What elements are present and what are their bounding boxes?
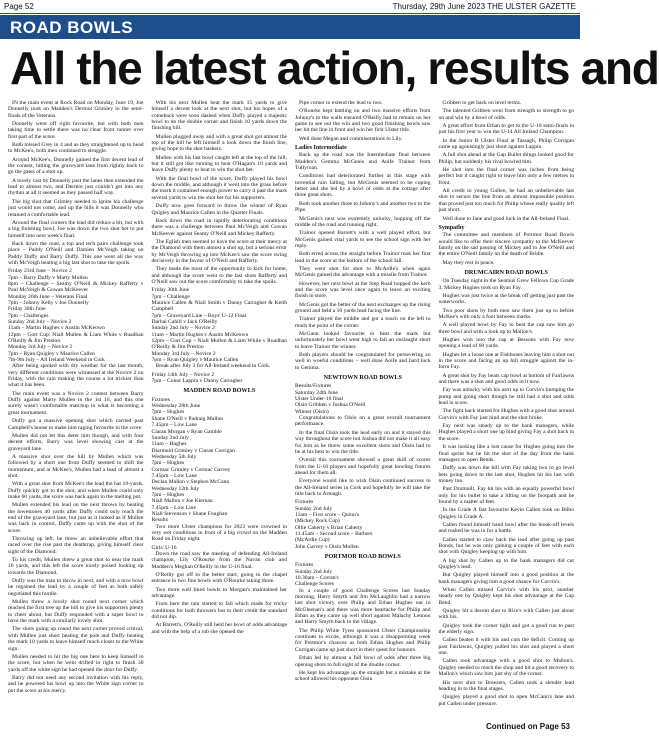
paragraph: A well played bowl by Fay to beat the cap saw him go three bowl and with a look up to Mallon's. <box>438 322 574 335</box>
paragraph: On Tuesday night in the Seamus Grew Fellows Cup Grade 3, Mickey Hughes took on Ryan Fay. <box>438 278 574 291</box>
paragraph: McGenis got the better of the next exchanges up the rising ground and held a 10 yards lead facing the line. <box>295 301 431 314</box>
paragraph: McGann looked favourite to beat the mark but unfortunately her bowl went high to fall an onslaught short to leave Trainor the winner. <box>295 331 431 350</box>
paragraph: Two poor shots by both men saw them just up to before McKee's with only a foot between marks. <box>438 307 574 320</box>
fixture-line: 7pm – Hughes <box>151 409 185 416</box>
article-body <box>8 100 574 720</box>
fixture-line: 7pm – Challenge <box>151 293 190 300</box>
fixture-line: Friday 30th June <box>8 306 46 313</box>
fixture-line: Fixtures <box>295 562 314 569</box>
paragraph: Fay next was steady up to the bank managers, while Hughes played a short one up hind giving Fay a shot back in the score. <box>438 423 574 442</box>
paragraph: But Quigley played himself into a good position at the bank managers giving him a good chance for Corvin's. <box>438 572 574 585</box>
fixture-line: Fixtures <box>151 396 170 403</box>
paragraph: A massive shot over the hill by Mullen which was followed by a short one from Duffy seemed to shift the momentum, and at McKee's, Mullen had a lead of almost a shot. <box>8 453 144 479</box>
paragraph: The Philip White Tyres sponsored Ulster Championship continues to excite, although it was a disappointing week for Portmor's chances as both Ethan Hughes and Philip Corrigan came up just short in their quest for honours. <box>295 627 431 653</box>
paragraph: Callen took advantage with a good shot to Mallon's. Quigley needed to reach the shop and hit a good recovery to Mallon's which saw him just shy of the corner. <box>438 658 574 678</box>
paragraph: A full shot ahead at the Gap Bullet things looked good for Philip, but suddenly his rival bowled him. <box>438 152 574 165</box>
paragraph: With a great shot from McKee's the lead the hat 10-yards, Duffy quickly got to the shot, and when Mullen could only make 60 yards, the score was back again in the melting pot. <box>8 481 144 500</box>
fixture-line: Darhai Cahill v Jack O'Reilly <box>151 319 218 325</box>
fixture-line: 7pm – Graveyard Line – Boys' U-12 Final <box>151 312 247 319</box>
paragraph: Back up the road was the Intermediate final between Madden's Gemma McGenis and Aoife Trainor from Tullyroan. <box>295 152 431 172</box>
paragraph: However, her next bowl at the Step Road hopped the kerb and the score was level once again to leave an exciting finish in store. <box>295 280 431 300</box>
fixture-line: Cormac Grimley v Cormac Garvey <box>151 466 231 473</box>
paragraph: Down the road saw the meeting of defending All-Ireland champion, Lily O'Rourke from the Navan club and Madden's Meghan O'Reilly in the U-16 final. <box>151 551 287 570</box>
paragraph: A lovely cast by Donnelly past the lanes then extended the lead to almost two, and Dermot just couldn't get into any rhythm at all it seemed as they passed half way. <box>8 177 144 197</box>
paragraph: From here the rain started to fall which made for tricky conditions for both throwers but to their credit the standard did not dip. <box>151 601 287 621</box>
paragraph: A great shot by Fay beats cap bowl at bottom of Fairlawns and there was a shot and good odds in it now. <box>438 372 574 386</box>
fixture-line: Niall Mallon v Joe Kiernan <box>151 498 213 505</box>
fixture-line: 7pm – Johnny Kelly v Joe Donnelly <box>8 299 89 306</box>
paragraph: Pipe corner to extend the lead to two. <box>299 100 383 106</box>
paragraph: His next shot to Breezers, Callen took a slender lead heading in to the final stages. <box>438 679 574 692</box>
fixture-line: 7pm – Hughes <box>151 491 185 498</box>
club-heading: MADDEN ROAD BOWLS <box>183 387 256 395</box>
paragraph: Callen beaten it with his and cuts the deficit. Coming up past Fairlawns, Quigley pulled his shot and played a short one. <box>438 637 574 657</box>
paragraph: The fight back started for Hughes with a good shot around Corvin's with Fay just hind and the shot broke. <box>438 408 574 421</box>
paragraph: Mullen plugged away and with a great shot got almost the top of the hill he left himself a look down the finish line, giving hope to the shot bashers. <box>151 133 287 153</box>
subheading: Ladies Intermediate <box>295 145 347 152</box>
paragraph: Quigley played a good shot to open McCann's lane and put Callen under pressure. <box>438 694 574 707</box>
fixture-line: Monday 26th June – Veterans Final <box>8 293 88 300</box>
paragraph: Back down the road in rapidly deteriorating conditions there was a challenge between Paul McVeigh and Gowan McKeever against Seamy O'Neill and Mickey Rafferty. <box>151 217 287 237</box>
club-heading: PORTMOR ROAD BOWLS <box>324 553 401 560</box>
fixture-line: Girls' U-16 <box>151 544 177 551</box>
fixture-line: 10.30am – Corran's <box>295 575 339 582</box>
fixture-line: Diarmuid Grimley v Ciaran Corrigan <box>151 447 235 454</box>
fixture-line: 12pm – Gort Cup – Niall Mullen & Liam White v Ruadhan O'Reilly & Jim Preston <box>151 338 287 351</box>
paragraph: Mullen did not let this deter him though, and with four decent efforts, Barry was level showing cast at the graveyard lane. <box>8 432 144 452</box>
fixture-line: 11am – Martin Hughes v Austin McKeown <box>8 325 105 332</box>
fixture-line: Winner (Oisin) <box>295 408 329 415</box>
paragraph: Hughes won into the cap at Bessons with Fay now opening a lead of 60 yards. <box>438 337 574 350</box>
fixture-line: Wednesday 5th July <box>151 453 197 460</box>
paragraph: O'Rourke kept battling on and two massive efforts from Johnny's to the walls ensured O'Reilly had to remain on her game to see out the win and two good finishing bowls saw her hit the line in front and win her first Ulster title. <box>295 108 431 134</box>
paragraph: With his next Mullen beat the mark 15 yards to give himself a decent look at the next shot, but his hopes of a comeback were soon dashed when Duffy played a majestic bowl to do the double corner and finish 10 yards down the finishing hill. <box>151 100 287 132</box>
fixture-line: 7pm – Barry Duffy v Marty Mullen <box>8 274 88 281</box>
fixture-line: Friday 23rd June – Novice 2 <box>8 268 72 275</box>
paragraph: McGenis's next was extremely unlucky, hopping off the middle of the road and running right. <box>295 215 431 228</box>
paragraph: O'Reilly got off to the better start, going to the chapel entrance in two fine bowls with O'Rourke taking three. <box>151 572 287 585</box>
paragraph: Congratulations to Oisin on a great overall tournament performance. <box>295 415 431 428</box>
paragraph: Both erred across the straight before Trainor took her first lead in the score at the bottom of the school fall. <box>295 251 431 264</box>
fixture-line: Sunday 2nd July – Novice 2 <box>151 325 215 332</box>
paragraph: They made the most of the opportunity to kick for home, and although the score went to the last shots Rafferty and O'Neill saw out the score comfortably to take the spoils. <box>151 266 287 285</box>
paragraph: IN the main event at Rock Road on Monday, June 19, Joe Donnelly took on Madden's Dermot Grimley in the semi-finals of the Veterans. <box>8 100 144 119</box>
fixture-line: Wednesday 28th June <box>151 403 201 410</box>
paragraph: Mullen needed to hit the big one here to keep himself in the score, but when he went drifted in right to finish 30 yards off the white sign he had opened the door for Duffy. <box>8 653 144 673</box>
fixture-line: 11am – Martin Hughes v Austin McKeown <box>151 331 249 338</box>
paragraph: When Callen missed Corvin's with his next, another steady one by Quigley kept his shot advantage at the Gap Bend. <box>438 587 574 606</box>
fixture-line: (McArdle Cup) <box>295 537 330 544</box>
paragraph: Everyone would like to wish Oisin continued success in the All-Ireland series in Cork and hopefully he will take the title back to Armagh. <box>295 478 431 497</box>
paragraph: They went shot for shot to McArdle's when again McGenis gained the advantage with a missile from Trainor. <box>295 265 431 279</box>
paragraph: Break after July 3 for All-Ireland weekend in Cork. <box>155 363 271 370</box>
paragraph: In a couple of good Challenge Scores last Sunday morning, Harry Smyth and Jim McLaughlin had a narrow last shot victory over Philip and Ethan Hughes out to McGleenan's and there was more heartache for Philip and Ethan as they came up well short against Malachy Lennon and Harry Smyth back to the village. <box>295 587 431 626</box>
fixture-line: (Mickey Rock Cup) <box>295 518 340 525</box>
article-column <box>295 100 431 720</box>
fixture-line: Ulster Under-16 final <box>295 396 344 403</box>
paragraph: Duffy now goes forward to throw the winner of Ryan Quigley and Maurice Callen in the Quarter Finals. <box>151 203 287 216</box>
fixture-line: Friday 14th July – Novice 2 <box>151 371 215 378</box>
paragraph: Two more well lined bowls to Morgan's maintained her advantage. <box>151 586 287 600</box>
fixture-line: Monday 3rd July – Novice 2 <box>151 350 216 357</box>
paragraph: Around the final corners the lead did reduce a bit, but with a big finishing bowl, Joe was down the two shot bet to put himself into next week's final. <box>8 219 144 239</box>
paragraph: Fay was unlucky with his next up to Corvin's bumping the pump and going short though he still had a shot and odds lead in score. <box>438 387 574 407</box>
fixture-line: Niall Stevenson v Shane Foughan <box>151 510 228 517</box>
fixture-line: Monday 3rd July – Novice 2 <box>8 344 73 351</box>
paragraph: All credit to young Gullen, he had an unbelievable last shot to secure the line from an almost impossible position that proved just too much for Philip whose really quality left just short. <box>438 188 574 214</box>
paragraph: Hughes let a loose one at Fishbones leaving him a shot out in the score and facing an up hill struggle against the in-form Fay. <box>438 351 574 371</box>
paragraph: The talented Gribben went from strength to strength to go on and win by a bowl of odds. <box>438 108 574 121</box>
fixture-line: Oisin Gribben v Joshua O'Neill <box>295 402 366 409</box>
paragraph: Callen found himself hand bowl after the break-off levels and rushed he was in for a battle. <box>438 521 574 535</box>
paragraph: Gribben to get back on level terms. <box>442 100 522 106</box>
issue-date-and-title: Thursday, 29th June 2023 THE ULSTER GAZETTE <box>392 2 576 11</box>
subheading: Sympathy <box>438 224 465 231</box>
paragraph: The big shot that Grimley needed to ignite his challenge just would not come, and up the hills it was Donnelly who retained a comfortable lead. <box>8 198 144 218</box>
section-title: ROAD BOWLS <box>10 18 134 37</box>
fixture-line: Ciaran Morgan v Ryan Gamble <box>151 428 222 435</box>
fixture-line: 12pm – Gort Cup: Niall Mullen & Liam White v Ruadhan O'Reilly & Jim Preston <box>8 331 144 345</box>
paragraph: The Eglish men seemed to have the score at their mercy at the Diamond with them almost a shot up, but a serious error by McVeigh throwing up into McKee's saw the score swing decisively in the favour of O'Neill and Rafferty. <box>151 238 287 264</box>
fixture-line: 7.45pm – Low Lane <box>151 472 197 479</box>
paragraph: Hughes was just twice at the break off getting just past the waterworks. <box>438 292 574 306</box>
paragraph: Quigley hit a decent shot to Rice's with Callen just about with his. <box>438 608 574 621</box>
paragraph: Around McKee's, Donnelly gained the first decent lead of the contest, hitting the graveyard lane from rightly back to go the gates of a shot up. <box>8 156 144 176</box>
fixture-line: Sunday 2nd July <box>151 434 189 441</box>
page-number: Page 52 <box>4 2 34 11</box>
paragraph: Well done Megan and commiserations to Lily. <box>299 135 403 142</box>
fixture-line: 7pm – Challenges <box>8 312 49 319</box>
fixture-line: 7pm – Ryan Quigley v Maurice Callen <box>8 350 95 357</box>
club-heading: DRUMCAIRN ROAD BOWLS <box>464 268 549 276</box>
paragraph: Throwing up left, he threw an unbelievable effort that raced over the rise past the deathtrap, giving himself clear sight of the Diamond. <box>8 536 144 555</box>
paragraph: Overall this tournament showed a great skill of scores from the U-16 players and hopefully great bowling futures ahead for them all. <box>295 457 431 476</box>
fixture-line: Saturday 24th June <box>295 389 338 396</box>
paragraph: With the final bowl of the score, Duffy played his bowl down the middle, and although it went into the grass before the mark it contained enough power to carry it past the mark several yards to win the shot bet for his supporters. <box>151 175 287 201</box>
paragraph: The shots going up round the next corner proved critical, with Mullen just short beating the pole and Duffy beating the mark 10 yards to leave himself much closer to the White sign. <box>8 626 144 652</box>
paragraph: In the Junior B Ulster Final at Tassagh, Philip Corrigan came up agonisingly just short against Lappin. <box>438 137 574 151</box>
article-column <box>152 100 288 720</box>
paragraph: Trainor played the middle and got a touch on the left to reach the point of the corner. <box>295 316 431 329</box>
fixture-line: Results/Fixtures <box>295 383 332 390</box>
fixture-line: 11am – First score – Quinn's <box>295 511 360 518</box>
fixture-line: Sunday 2nd July <box>295 505 333 512</box>
fixture-line: Fixtures <box>295 499 314 506</box>
paragraph: Ethan led by almost a full bowl of odds after three big opening shots to full sight of the double corner. <box>295 655 431 668</box>
fixture-line: Sunday 2nd July <box>295 568 333 575</box>
article-column <box>8 100 144 720</box>
paragraph: Barry did not need any second invitation with his reply, and he powered his bowl up into the White sign corner to put the score at his mercy. <box>8 674 144 694</box>
paragraph: Two more Ulster champions for 2023 were crowned in very wet conditions in front of a big crowd on the Madden Road on Friday night. <box>151 523 287 543</box>
paragraph: A big shot by Callen up to the bank managers did cut Quigley's lead. <box>438 557 574 570</box>
fixture-line: 11.45am – Second score – Barbers <box>295 530 373 537</box>
headline: All the latest action, results and <box>10 42 659 94</box>
paragraph: Callen started to claw back the lead after going up past Bonds, but he was only gaining a couple of feet with each shot with Quigley keeping up with him. <box>438 536 574 556</box>
paragraph: Donnelly went off right favourite, but with both men taking time to settle there was no clear front runner over first part of the score. <box>8 121 144 140</box>
page-header <box>0 0 580 14</box>
paragraph: The committee and members of Portmor Road Bowls would like to offer their sincere sympathy to the McKeever family on the sad passing of Mickey and to Joe O'Neill and the entire O'Neill family on the death of Bridie. <box>438 232 574 258</box>
fixture-line: 7pm – Hughes <box>151 460 185 467</box>
paragraph: He shot into the final corner was inches from being perfect but it caught right to leave him only a few metres in front. <box>438 167 574 186</box>
fixture-line: 7.45pm – Low Line <box>151 504 196 511</box>
paragraph: At Barrett's, O'Reilly still held her bowl of odds advantage and with the help of a rub she opened the <box>151 622 287 635</box>
paragraph: Mullen extended his lead on the next throws by beating the lowestones 40 yards after Duffy could only reach the end of the graveyard lane, but just as it looked as if Mullen was back in control, Duffy came up with the shot of the score. <box>8 502 144 534</box>
section-banner <box>0 15 580 39</box>
paragraph: Duffy got a massive opening shot which carried past Campbell's house to make him raging favourite in the score. <box>8 418 144 431</box>
paragraph: In the final Oisin took the lead early on and it stayed this way throughout the score but Joshua did not make it all easy for him as he threw some excellent shots and Oisin had to be at his best to win the title. <box>295 429 431 455</box>
paragraph: He kept his advantage up the straight but a mistake at the school allowed his opponent Oisin <box>295 669 431 683</box>
paragraph: Both players should be congratulated for persevering so well in woeful conditions – well done Aoife and hard luck to Gemma. <box>295 352 431 371</box>
fixture-line: Shane O'Neill v Padraig Mallon <box>151 415 224 422</box>
paragraph: Back down the road, a top and tech pairs challenge took place – Paddy O'Neill and Damien McVeigh taking on Paddy Duffy and Barry Duffy. This one went all the way with McVeigh beating a big last shot to take the spoils. <box>8 240 144 266</box>
paragraph: Conditions had deteriorated further at this stage with torrential rain falling, but McGenis seemed to be coping better and she led by a bowl of odds at the cottage after three great shots. <box>295 173 431 199</box>
fixture-line: Results <box>151 517 168 524</box>
fixture-line: Challenge Scores <box>295 581 334 588</box>
fixture-line: Friday 30th June <box>151 287 190 294</box>
paragraph: Past Drumnill, Fay hit his with an equally powerful bowl only for his bullet to take a lifting on the footpath and he found by a matter of feet. <box>438 486 574 505</box>
fixture-line: Wednesday 12th July <box>151 485 200 492</box>
article-column <box>439 100 575 720</box>
paragraph: Quigley took the corner tight and got a good run to past the elderly sign. <box>438 622 574 636</box>
fixture-line: Maurice Callen & Niall Smith v Danny Carragher & Keith Campbell <box>151 299 287 313</box>
paragraph: Well done to Jane and good luck in the All-Ireland Final. <box>442 215 570 222</box>
paragraph: Trainor opened Barrett's with a well played effort, but McGenis gained vital yards to see the school sign with her reply. <box>295 230 431 249</box>
paragraph: Both took another three to Johnny's and another two to the Pipe. <box>295 200 431 214</box>
paragraph: Both missed Grey in 4 and as they straightened up to head to McKee's, both men continued to struggle. <box>8 142 144 155</box>
fixture-line: 7th-9th July – All Ireland Weekend in Cork <box>8 357 105 364</box>
paragraph: Duffy was down the hill with Fay taking two to go level bets going down to the last shot, Hughes hit his last with money too. <box>438 465 574 484</box>
paragraph: Mullen with his last bowl caught left at the top of the hill, but it still got like running to beat O'Hagan's 10 yards and leave Duffy plenty to beat to win the shot bet. <box>151 154 287 174</box>
paragraph: In the Grade A fast favourite Kevin Callen took on Bilbo Quigley in Grade A. <box>438 507 574 520</box>
paragraph: To his credit, Mullen threw a great shot to near the mark 10 yards, and this left the score nicely poised looking up towards the Diamond. <box>8 557 144 576</box>
paragraph: Duffy was the man to throw in next, and with a nice bowl he regained the lead by a couple of feet as both safely negotiated this hurdle. <box>8 578 144 597</box>
club-heading: NEWTOWN ROAD BOWLS <box>323 374 402 382</box>
fixture-line: John Garvey v Oisin Mullen <box>295 543 359 550</box>
fixture-line: 7pm – Conor Lappin v Danny Carragher <box>151 378 243 385</box>
paragraph: Mullen threw a lovely shot round next corner which reached the first tree up the hill to give his supporters plenty to cheer about, but Duffy responded with a super bowl to have the mark with a similarly lovely shot. <box>8 599 144 625</box>
paragraph: It was looking like a lost cause for Hughes going into the final sprint but he hit the shot of the day from the bank managers to open Bends. <box>438 444 574 463</box>
fixture-line: Ollie Caherty v Brian Caherty <box>295 524 363 531</box>
paragraph: A great effort from Ethan to get to the U-18 semi-finals in just his first year to win the U-14 All Ireland Champion. <box>438 123 574 136</box>
fixture-line: Declan Mallon v Stephen McCann <box>151 479 230 486</box>
paragraph: May they rest in peace. <box>442 259 495 266</box>
fixture-line: 7pm – Ryan Quigley v Maurice Callen <box>151 357 239 364</box>
paragraph: After being spoiled with dry weather for the last month, very different conditions were witnessed at the Novice 2 on Friday, with the rain making the course a lot trickier than what it has been. <box>8 363 144 389</box>
continued-notice: Continued on Page 53 <box>485 722 570 731</box>
fixture-line: Sunday 2nd July – Novice 2 <box>8 319 72 325</box>
paragraph: The main event was a Novice 2 contest between Barry Duffy against Marty Mullen in the 1st 16, and this one surely wasn't comfortable matchup in what is becoming a great tournament. <box>8 390 144 416</box>
fixture-line: 8pm – Challenge – Seamy O'Neill & Mickey Rafferty v Paul McVeigh & Gowan McKeever <box>8 280 144 294</box>
fixture-line: 11am – Hughes <box>151 441 187 448</box>
fixture-line: 7.45pm – Low Lane <box>151 422 197 429</box>
